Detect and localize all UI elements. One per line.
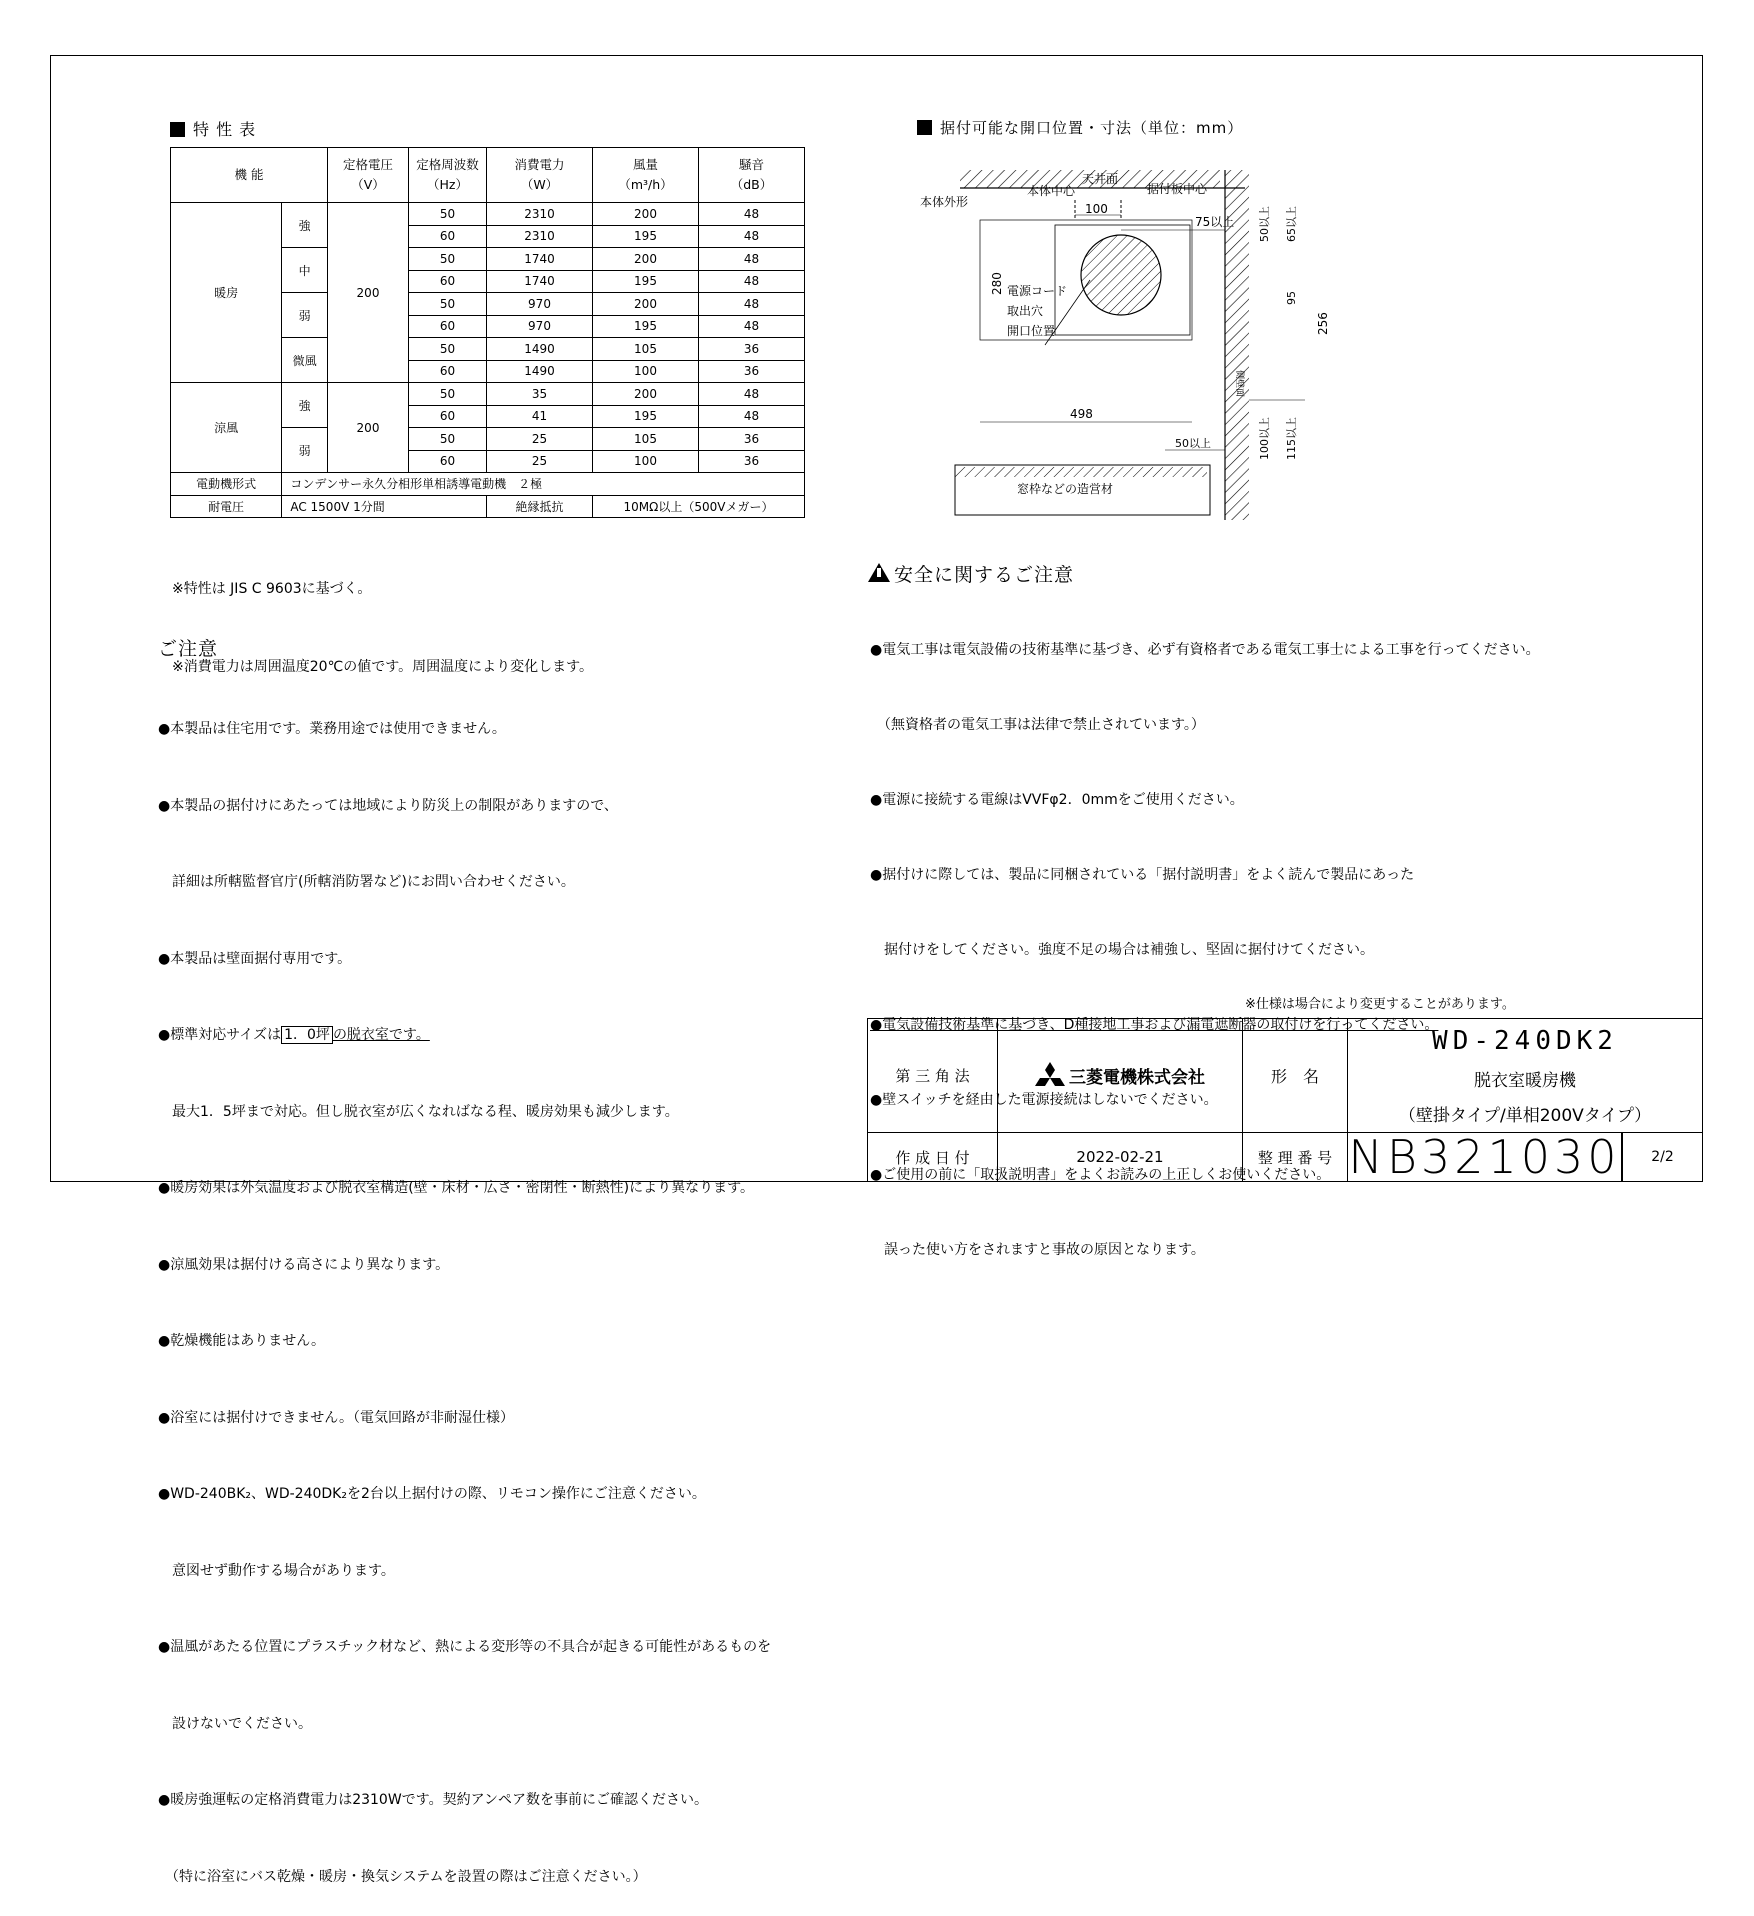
table-cell: 36 bbox=[699, 338, 805, 361]
table-cell: 1740 bbox=[487, 270, 593, 293]
table-cell: 48 bbox=[699, 248, 805, 271]
safety-line-grounding: ●電気設備技術基準に基づき、D種接地工事および漏電遮断器の取付けを行ってください。 bbox=[870, 1017, 1439, 1033]
insulation-label: 絶縁抵抗 bbox=[487, 495, 593, 518]
safety-line: ●壁スイッチを経由した電源接続はしないでください。 bbox=[870, 1092, 1218, 1108]
caution-line: ●本製品は壁面据付専用です。 bbox=[158, 950, 352, 967]
window-frame-hatch bbox=[955, 467, 1207, 477]
safety-line: ●ご使用の前に「取扱説明書」をよくお読みの上正しくお使いください。 bbox=[870, 1167, 1331, 1183]
table-cell: 36 bbox=[699, 360, 805, 383]
caution-line: ●乾燥機能はありません。 bbox=[158, 1333, 326, 1349]
square-bullet-icon bbox=[170, 122, 185, 137]
table-cell: 200 bbox=[593, 383, 699, 406]
caution-line: 意図せず動作する場合があります。 bbox=[158, 1562, 395, 1579]
table-cell: 25 bbox=[487, 428, 593, 451]
table-cell: 50 bbox=[409, 338, 487, 361]
dim-100-bottom: 100以上 bbox=[1258, 417, 1271, 460]
caution-line: 詳細は所轄監督官庁(所轄消防署など)にお問い合わせください。 bbox=[158, 874, 575, 890]
standard-size-box: 1．0坪 bbox=[281, 1026, 333, 1044]
withstand-label: 耐電圧 bbox=[171, 495, 282, 518]
table-cell: 36 bbox=[699, 428, 805, 451]
spec-change-note: ※仕様は場合により変更することがあります。 bbox=[1245, 997, 1515, 1012]
table-cell: 195 bbox=[593, 405, 699, 428]
dim-75: 75以上 bbox=[1195, 215, 1235, 229]
table-cell: 60 bbox=[409, 405, 487, 428]
label-plate-center: 据付板中心 bbox=[1147, 182, 1208, 196]
table-cell: 60 bbox=[409, 270, 487, 293]
caution-line-standard-size bbox=[158, 1023, 771, 1049]
table-cell: 48 bbox=[699, 270, 805, 293]
projection-cell: 第 三 角 法 bbox=[867, 1018, 998, 1133]
safety-line: 据付けをしてください。強度不足の場合は補強し、堅固に据付けてください。 bbox=[870, 942, 1374, 958]
product-name: 脱衣室暖房機 bbox=[1474, 1070, 1576, 1091]
table-cell: 100 bbox=[593, 450, 699, 473]
safety-line: ●据付けに際しては、製品に同梱されている「据付説明書」をよく読んで製品にあった bbox=[870, 867, 1415, 883]
mitsubishi-logo-icon bbox=[1035, 1062, 1065, 1090]
table-cell: 60 bbox=[409, 315, 487, 338]
model-label-cell: 形 名 bbox=[1242, 1018, 1348, 1133]
standard-post: の脱衣室です。 bbox=[332, 1027, 430, 1043]
mode-name: 弱 bbox=[282, 293, 328, 338]
table-cell: 1490 bbox=[487, 338, 593, 361]
table-cell: 60 bbox=[409, 225, 487, 248]
withstand-value: AC 1500V 1分間 bbox=[282, 495, 487, 518]
model-number: WD-240DK2 bbox=[1432, 1025, 1618, 1056]
label-side-wall: 側壁面 bbox=[1234, 370, 1244, 398]
caution-line: ●暖房効果は外気温度および脱衣室構造(壁・床材・広さ・密閉性・断熱性)により異なります。 bbox=[158, 1180, 755, 1196]
table-row bbox=[171, 203, 805, 226]
mode-name: 弱 bbox=[282, 428, 328, 473]
table-cell: 200 bbox=[593, 248, 699, 271]
header-function: 機 能 bbox=[171, 148, 328, 203]
footnote-jis: ※特性は JIS C 9603に基づく。 bbox=[172, 581, 372, 597]
table-cell: 100 bbox=[593, 360, 699, 383]
date-label-cell: 作 成 日 付 bbox=[867, 1132, 998, 1182]
table-cell: 41 bbox=[487, 405, 593, 428]
label-ceiling: 天井面 bbox=[1082, 172, 1119, 186]
mode-name: 微風 bbox=[282, 338, 328, 383]
table-cell: 1740 bbox=[487, 248, 593, 271]
square-bullet-icon bbox=[917, 120, 932, 135]
table-cell: 1490 bbox=[487, 360, 593, 383]
table-cell: 60 bbox=[409, 450, 487, 473]
label-cord-2: 取出穴 bbox=[1007, 304, 1044, 318]
table-row bbox=[171, 383, 805, 406]
table-cell: 35 bbox=[487, 383, 593, 406]
table-cell: 50 bbox=[409, 293, 487, 316]
insulation-value: 10MΩ以上（500Vメガー） bbox=[593, 495, 805, 518]
title-block bbox=[867, 1018, 1703, 1182]
withstand-row bbox=[171, 495, 805, 518]
dim-498: 498 bbox=[1070, 407, 1093, 421]
motor-value: コンデンサー永久分相形単相誘導電動機 ２極 bbox=[282, 473, 805, 496]
voltage-value: 200 bbox=[328, 203, 409, 383]
dim-50-top: 50以上 bbox=[1258, 206, 1271, 242]
motor-label: 電動機形式 bbox=[171, 473, 282, 496]
spec-title-text: 特 性 表 bbox=[193, 120, 257, 139]
voltage-value: 200 bbox=[328, 383, 409, 473]
header-frequency: 定格周波数 （Hz） bbox=[409, 148, 487, 203]
table-cell: 50 bbox=[409, 383, 487, 406]
ref-number: NB321030 bbox=[1348, 1130, 1621, 1184]
caution-line: 設けないでください。 bbox=[158, 1715, 312, 1732]
table-cell: 200 bbox=[593, 203, 699, 226]
caution-line: ●浴室には据付けできません。（電気回路が非耐湿仕様） bbox=[158, 1409, 515, 1426]
header-noise: 騒音 （dB） bbox=[699, 148, 805, 203]
dim-50-side: 50以上 bbox=[1175, 437, 1211, 450]
table-cell: 50 bbox=[409, 248, 487, 271]
header-airflow: 風量 （m³/h） bbox=[593, 148, 699, 203]
table-cell: 25 bbox=[487, 450, 593, 473]
label-cord-1: 電源コード bbox=[1007, 284, 1068, 298]
diagram-section-title bbox=[917, 117, 1243, 138]
ref-label-cell: 整 理 番 号 bbox=[1242, 1132, 1348, 1182]
dim-280: 280 bbox=[990, 272, 1004, 295]
dim-115: 115以上 bbox=[1285, 417, 1298, 460]
table-cell: 48 bbox=[699, 383, 805, 406]
table-cell: 50 bbox=[409, 203, 487, 226]
table-cell: 200 bbox=[593, 293, 699, 316]
table-cell: 48 bbox=[699, 225, 805, 248]
caution-list bbox=[158, 666, 771, 1916]
table-cell: 36 bbox=[699, 450, 805, 473]
safety-line: 誤った使い方をされますと事故の原因となります。 bbox=[870, 1242, 1205, 1258]
installation-diagram bbox=[920, 160, 1385, 530]
table-cell: 2310 bbox=[487, 225, 593, 248]
company-cell bbox=[997, 1018, 1243, 1133]
warning-icon bbox=[868, 563, 890, 582]
dim-256: 256 bbox=[1316, 312, 1330, 335]
table-cell: 195 bbox=[593, 225, 699, 248]
table-cell: 970 bbox=[487, 293, 593, 316]
caution-line: 最大1．5坪まで対応。但し脱衣室が広くなればなる程、暖房効果も減少します。 bbox=[158, 1103, 679, 1120]
table-cell: 195 bbox=[593, 315, 699, 338]
caution-line: （特に浴室にバス乾燥・暖房・換気システムを設置の際はご注意ください。） bbox=[158, 1868, 647, 1885]
dim-100: 100 bbox=[1085, 202, 1108, 216]
label-body-outline: 本体外形 bbox=[920, 195, 969, 209]
company-name: 三菱電機株式会社 bbox=[1069, 1068, 1205, 1088]
motor-row bbox=[171, 473, 805, 496]
table-cell: 105 bbox=[593, 428, 699, 451]
mode-name: 中 bbox=[282, 248, 328, 293]
table-header-row bbox=[171, 148, 805, 203]
caution-line: ●本製品の据付けにあたっては地域により防災上の制限がありますので、 bbox=[158, 797, 618, 814]
group-name: 涼風 bbox=[171, 383, 282, 473]
safety-title bbox=[868, 560, 1074, 587]
caution-line: ●温風があたる位置にプラスチック材など、熱による変形等の不具合が起きる可能性があるものを bbox=[158, 1639, 772, 1655]
safety-line: ●電源に接続する電線はVVFφ2．0mmをご使用ください。 bbox=[870, 792, 1244, 808]
header-power: 消費電力 （W） bbox=[487, 148, 593, 203]
cord-hole bbox=[1081, 235, 1161, 315]
table-cell: 48 bbox=[699, 293, 805, 316]
page-number: 2/2 bbox=[1621, 1132, 1703, 1182]
date-cell: 2022-02-21 bbox=[997, 1132, 1243, 1182]
diagram-title-text: 据付可能な開口位置・寸法（単位：mm） bbox=[940, 119, 1244, 137]
mode-name: 強 bbox=[282, 203, 328, 248]
spec-section-title bbox=[170, 117, 256, 140]
standard-pre: ●標準対応サイズは bbox=[158, 1027, 282, 1043]
table-cell: 2310 bbox=[487, 203, 593, 226]
table-cell: 50 bbox=[409, 428, 487, 451]
footnote-power: ※消費電力は周囲温度20℃の値です。周囲温度により変化します。 bbox=[172, 659, 594, 675]
spec-table bbox=[170, 147, 805, 518]
mode-name: 強 bbox=[282, 383, 328, 428]
table-cell: 60 bbox=[409, 360, 487, 383]
model-cell bbox=[1347, 1018, 1703, 1133]
caution-line: ●暖房強運転の定格消費電力は2310Wです。契約アンペア数を事前にご確認ください。 bbox=[158, 1792, 709, 1808]
safety-title-text: 安全に関するご注意 bbox=[894, 564, 1075, 586]
table-cell: 195 bbox=[593, 270, 699, 293]
dim-95: 95 bbox=[1285, 291, 1298, 305]
header-voltage: 定格電圧 （V） bbox=[328, 148, 409, 203]
safety-line: ●電気工事は電気設備の技術基準に基づき、必ず有資格者である電気工事士による工事を行ってください。 bbox=[870, 642, 1540, 658]
caution-line: ●WD-240BK₂、WD-240DK₂を2台以上据付けの際、リモコン操作にご注意ください。 bbox=[158, 1486, 706, 1502]
group-name: 暖房 bbox=[171, 203, 282, 383]
caution-title: ご注意 bbox=[158, 638, 219, 660]
label-window: 窓枠などの造営材 bbox=[1017, 482, 1114, 496]
product-type: （壁掛タイプ/単相200Vタイプ） bbox=[1398, 1105, 1652, 1126]
table-cell: 48 bbox=[699, 203, 805, 226]
table-cell: 48 bbox=[699, 405, 805, 428]
table-cell: 105 bbox=[593, 338, 699, 361]
label-cord-3: 開口位置 bbox=[1007, 324, 1056, 338]
caution-line: ●涼風効果は据付ける高さにより異なります。 bbox=[158, 1256, 450, 1273]
dim-65: 65以上 bbox=[1285, 206, 1298, 242]
label-body-center: 本体中心 bbox=[1027, 184, 1076, 198]
table-cell: 48 bbox=[699, 315, 805, 338]
caution-line: ●本製品は住宅用です。業務用途では使用できません。 bbox=[158, 721, 506, 737]
safety-line: （無資格者の電気工事は法律で禁止されています。） bbox=[870, 717, 1205, 733]
table-cell: 970 bbox=[487, 315, 593, 338]
